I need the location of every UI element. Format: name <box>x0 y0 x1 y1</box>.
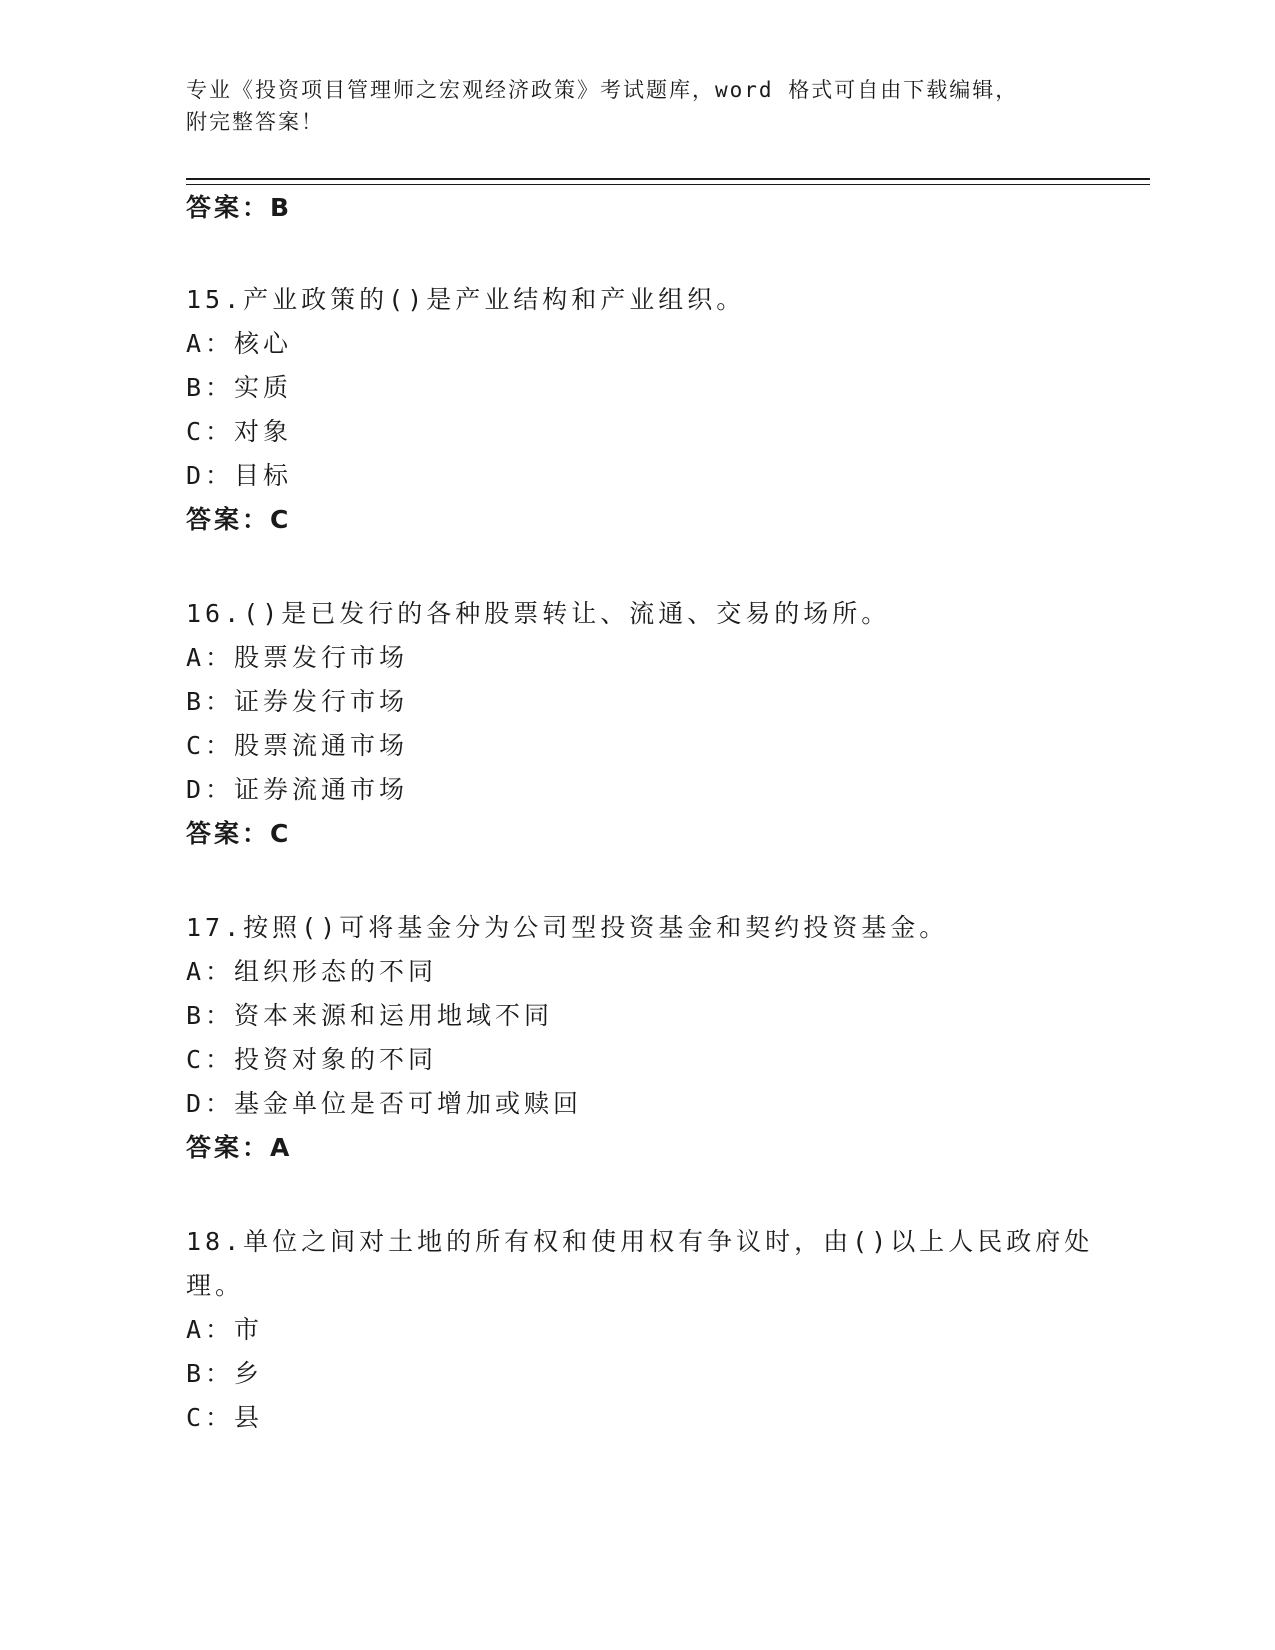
option-a: A：市 <box>186 1315 264 1344</box>
answer-line: 答案：C <box>186 819 292 848</box>
option-b: B：资本来源和运用地域不同 <box>186 1001 554 1030</box>
answer-line: 答案：B <box>186 193 293 222</box>
option-c: C：股票流通市场 <box>186 731 409 760</box>
header-line-2: 附完整答案！ <box>186 110 324 134</box>
option-c: C：县 <box>186 1403 264 1432</box>
option-b: B：实质 <box>186 373 293 402</box>
option-a: A：组织形态的不同 <box>186 957 438 986</box>
answer-line: 答案：A <box>186 1133 293 1162</box>
option-d: D：基金单位是否可增加或赎回 <box>186 1089 583 1118</box>
question-stem: 18.单位之间对土地的所有权和使用权有争议时，由()以上人民政府处 <box>186 1227 1094 1256</box>
header-divider <box>186 178 1150 185</box>
option-a: A：核心 <box>186 329 293 358</box>
option-c: C：对象 <box>186 417 293 446</box>
option-b: B：证券发行市场 <box>186 687 409 716</box>
question-stem: 15.产业政策的()是产业结构和产业组织。 <box>186 285 746 314</box>
option-c: C：投资对象的不同 <box>186 1045 438 1074</box>
question-stem: 17.按照()可将基金分为公司型投资基金和契约投资基金。 <box>186 913 949 942</box>
option-b: B：乡 <box>186 1359 264 1388</box>
answer-line: 答案：C <box>186 505 292 534</box>
document-header <box>186 74 1086 138</box>
option-a: A：股票发行市场 <box>186 643 409 672</box>
question-stem-continued: 理。 <box>186 1271 245 1300</box>
question-stem: 16.()是已发行的各种股票转让、流通、交易的场所。 <box>186 599 891 628</box>
header-line-1: 专业《投资项目管理师之宏观经济政策》考试题库，word 格式可自由下载编辑， <box>186 78 1019 102</box>
option-d: D：证券流通市场 <box>186 775 409 804</box>
option-d: D：目标 <box>186 461 293 490</box>
